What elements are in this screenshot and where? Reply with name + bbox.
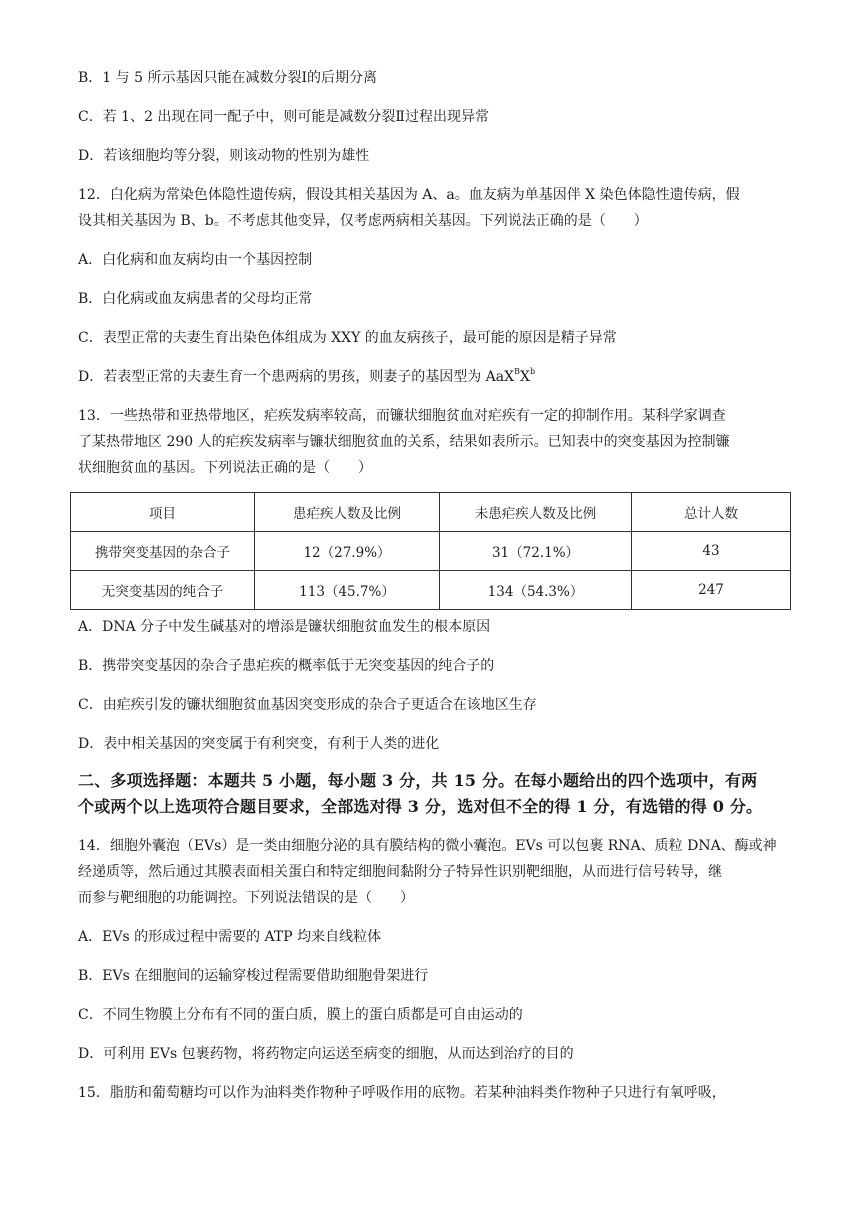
q12-option-c: C．表型正常的夫妻生育出染色体组成为 XXY 的血友病孩子，最可能的原因是精子异常 <box>78 330 617 346</box>
table-header-cell: 项目 <box>71 493 255 532</box>
table-cell: 134（54.3%） <box>440 571 632 610</box>
table-row <box>71 571 791 610</box>
q11-option-d: D．若该细胞均等分裂，则该动物的性别为雄性 <box>78 148 370 164</box>
q13-option-b: B．携带突变基因的杂合子患疟疾的概率低于无突变基因的纯合子的 <box>78 658 495 674</box>
q14-stem-line-2: 经递质等，然后通过其膜表面相关蛋白和特定细胞间黏附分子特异性识别靶细胞，从而进行信号转导，继 <box>78 864 722 880</box>
table-cell: 无突变基因的纯合子 <box>71 571 255 610</box>
table-cell: 12（27.9%） <box>255 532 440 571</box>
q12-stem-line-1: 12．白化病为常染色体隐性遗传病，假设其相关基因为 A、a。血友病为单基因伴 X 染色体隐性遗传病，假 <box>78 187 740 203</box>
q13-stem-line-3: 状细胞贫血的基因。下列说法正确的是（ ） <box>78 460 372 476</box>
q14-stem-line-3: 而参与靶细胞的功能调控。下列说法错误的是（ ） <box>78 890 414 906</box>
q12-stem-line-2: 设其相关基因为 B、b。不考虑其他变异，仅考虑两病相关基因。下列说法正确的是（ ） <box>78 213 648 229</box>
allele-superscript-b: b <box>529 367 536 376</box>
q13-stem-line-2: 了某热带地区 290 人的疟疾发病率与镰状细胞贫血的关系，结果如表所示。已知表中的突变基因为控制镰 <box>78 434 730 450</box>
q15-stem-line-1: 15．脂肪和葡萄糖均可以作为油料类作物种子呼吸作用的底物。若某种油料类作物种子只进行有氧呼吸， <box>78 1085 726 1101</box>
q14-option-c: C．不同生物膜上分布有不同的蛋白质，膜上的蛋白质都是可自由运动的 <box>78 1007 523 1023</box>
q12-option-b: B．白化病或血友病患者的父母均正常 <box>78 291 313 307</box>
table-cell: 113（45.7%） <box>255 571 440 610</box>
table-header-cell: 总计人数 <box>632 493 791 532</box>
table-cell: 携带突变基因的杂合子 <box>71 532 255 571</box>
q12-option-d-text: D．若表型正常的夫妻生育一个患两病的男孩，则妻子的基因型为 AaX <box>78 369 515 385</box>
q11-option-c: C．若 1、2 出现在同一配子中，则可能是减数分裂Ⅱ过程出现异常 <box>78 109 489 125</box>
q13-stem-line-1: 13．一些热带和亚热带地区，疟疾发病率较高，而镰状细胞贫血对疟疾有一定的抑制作用。某科学家调查 <box>78 408 726 424</box>
q14-option-b: B．EVs 在细胞间的运输穿梭过程需要借助细胞骨架进行 <box>78 968 429 984</box>
q12-option-d <box>78 367 535 387</box>
table-header-row <box>71 493 791 532</box>
table-header-cell: 患疟疾人数及比例 <box>255 493 440 532</box>
table-cell: 247 <box>632 571 791 610</box>
q14-option-a: A．EVs 的形成过程中需要的 ATP 均来自线粒体 <box>78 929 382 945</box>
q13-option-d: D．表中相关基因的突变属于有利突变，有利于人类的进化 <box>78 736 440 752</box>
table-cell: 43 <box>632 532 791 571</box>
q14-stem-line-1: 14．细胞外囊泡（EVs）是一类由细胞分泌的具有膜结构的微小囊泡。EVs 可以包裹 RNA、质粒 DNA、酶或神 <box>78 838 777 854</box>
q13-option-c: C．由疟疾引发的镰状细胞贫血基因突变形成的杂合子更适合在该地区生存 <box>78 697 537 713</box>
chromosome-x: X <box>520 369 530 385</box>
table-cell: 31（72.1%） <box>440 532 632 571</box>
section-2-heading-line-1: 二、多项选择题：本题共 5 小题，每小题 3 分，共 15 分。在每小题给出的四个选项中，有两 <box>78 771 758 790</box>
table-row <box>71 532 791 571</box>
allele-superscript-B: B <box>514 367 520 376</box>
q12-option-a: A．白化病和血友病均由一个基因控制 <box>78 252 313 268</box>
q13-data-table <box>70 492 791 610</box>
q13-option-a: A．DNA 分子中发生碱基对的增添是镰状细胞贫血发生的根本原因 <box>78 619 491 635</box>
q14-option-d: D．可利用 EVs 包裹药物，将药物定向运送至病变的细胞，从而达到治疗的目的 <box>78 1046 574 1062</box>
q11-option-b: B．1 与 5 所示基因只能在减数分裂Ⅰ的后期分离 <box>78 70 377 86</box>
table-header-cell: 未患疟疾人数及比例 <box>440 493 632 532</box>
section-2-heading-line-2: 个或两个以上选项符合题目要求，全部选对得 3 分，选对但不全的得 1 分，有选错的得 0 分。 <box>78 797 763 816</box>
